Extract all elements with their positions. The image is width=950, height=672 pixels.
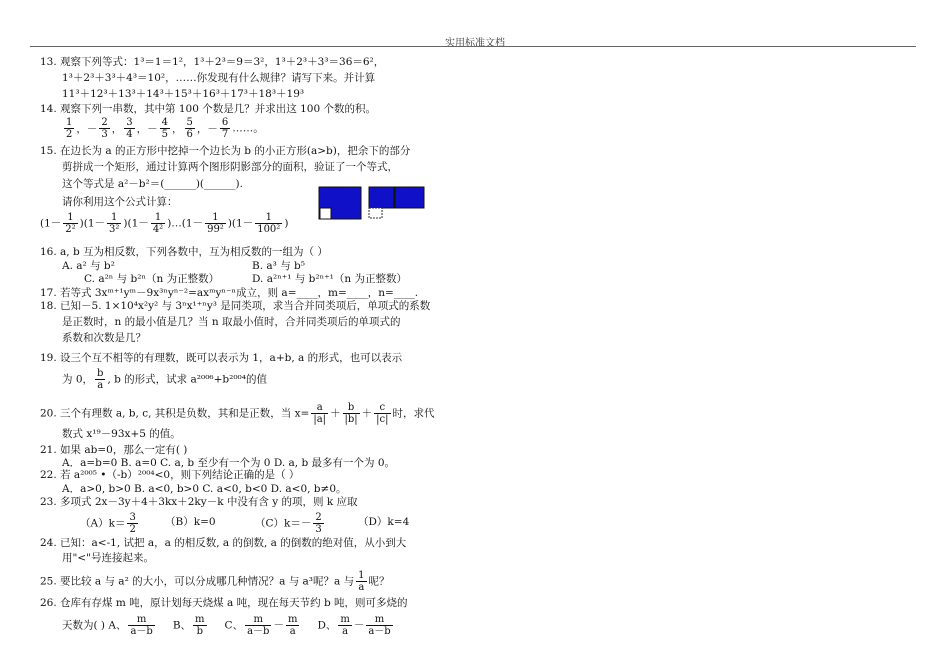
q26-a-fraction-denominator: a－b [130,626,153,637]
q24-line1: 24. 已知：a<-1, 试把 a，a 的相反数, a 的倒数, a 的倒数的绝对值，从小到大 [40,537,407,549]
q15-fraction [151,212,165,235]
q23-a-denominator: 2 [129,524,136,535]
q25-text-pre: 25. 要比较 a 与 a² 的大小，可以分成哪几种情况？a 与 a³呢？a 与 [40,575,355,588]
q15-fraction-numerator: 1 [63,212,77,224]
q15-figure-square [318,186,362,224]
q14-fraction-denominator: 6 [186,129,193,140]
q20-fraction-denominator: |b| [344,414,358,425]
q23-stem: 23. 多项式 2x－3y＋4＋3kx＋2ky－k 中没有含 y 的项，则 k 应取 [40,496,358,508]
q26-d-fraction2-denominator: a－b [368,626,391,637]
q20-fraction-denominator: |a| [313,414,327,425]
q15-fraction-numerator: 1 [107,212,121,224]
q14-comma: ， [196,122,208,135]
q25-line [40,570,390,593]
square-diagram [318,186,362,220]
q14-sign: － [207,122,218,135]
q26-label-b: B、 [172,619,192,632]
q26-c-fraction1-numerator: m [245,614,271,626]
q15-line2: 剪拼成一个矩形，通过计算两个图形阴影部分的面积，验证了一个等式， [62,161,398,173]
q15-open: (1－ [181,217,204,230]
q19-text-post: , b 的形式，试求 a²⁰⁰⁶+b²⁰⁰⁴的值 [107,373,267,386]
q14-fraction [160,117,170,140]
q26-line1: 26. 仓库有存煤 m 吨，原计划每天烧煤 a 吨，现在每天节约 b 吨，则可多烧的 [40,597,408,609]
q14-fractions [62,117,232,140]
q20-text-pre: 20. 三个有理数 a, b, c, 其积是负数，其和是正数，当 x= [40,407,310,420]
q14-fraction-numerator: 4 [161,117,168,128]
q16-option-d: D. a²ⁿ⁺¹ 与 b²ⁿ⁺¹（n 为正整数） [252,273,407,285]
q26-b-fraction-denominator: b [196,626,203,637]
q15-fraction-numerator: 1 [151,212,165,224]
q16-option-a: A. a² 与 b² [62,260,115,272]
q17-line: 17. 若等式 3xᵐ⁺¹yᵐ－9x³ⁿyⁿ⁻²=axᵐyⁿ⁻ⁿ成立，则 a=____，m=____，n=____. [40,287,419,299]
q26-c-fraction2-numerator: m [287,614,298,625]
q15-close: ) [167,217,172,230]
q20-text-post: 时，求代 [392,407,435,420]
q15-open: (1－ [40,217,62,230]
header-rule [30,46,916,47]
q21-stem: 21. 如果 ab=0，那么一定有( ) [40,444,188,456]
q15-close: ) [227,217,232,230]
q16-option-b: B. a³ 与 b⁵ [252,260,305,272]
q22-options: A．a>0, b>0 B. a<0, b>0 C. a<0, b<0 D. a<0, b≠0。 [62,483,347,495]
q21-options: A．a=b=0 B. a=0 C. a, b 至少有一个为 0 D. a, b 最多有一个为 0。 [62,457,396,469]
q23-a-numerator: 3 [129,512,136,523]
q26-label-a: 天数为( ) A、 [62,619,127,632]
q20-fraction [343,402,360,425]
q15-fraction [63,212,77,235]
q20-fraction-numerator: b [343,402,360,414]
q15-fraction-numerator: 1 [205,212,226,224]
q20-line1 [40,402,435,425]
q15-product [40,212,288,235]
q15-close: ) [123,217,128,230]
q14-comma: ， [76,122,87,135]
q25-fraction [356,570,366,593]
q18-line3: 系数和次数是几？ [62,332,146,344]
q15-line4: 请你利用这个公式计算： [62,196,178,208]
q13-line1: 13. 观察下列等式：1³＝1＝1²，1³＋2³＝9＝3²，1³＋2³＋3³＝36＝6²， [40,56,385,68]
q14-comma: ， [111,122,123,135]
q20-plus: ＋ [361,407,373,420]
q14-fraction-numerator: 1 [66,117,73,128]
q14-comma: ， [172,122,183,135]
q23-c-fraction [313,512,323,535]
q23-c-denominator: 3 [315,524,322,535]
q14-fraction-numerator: 3 [126,117,133,128]
q19-line2 [62,368,267,391]
q13-line2: 1³＋2³＋3³＋4³＝10²，……你发现有什么规律？请写下来。并计算 [62,72,376,84]
q25-denominator: a [358,582,365,593]
q22-stem: 22. 若 a²⁰⁰⁵ •（-b）²⁰⁰⁴<0，则下列结论正确的是（ ） [40,469,300,481]
q23-option-a [80,512,140,535]
q23-c-numerator: 2 [315,512,322,523]
q20-fraction-denominator: |c| [376,414,389,425]
q13-line3: 11³＋12³＋13³＋14³＋15³＋16³＋17³＋18³＋19³ [62,88,305,100]
q14-fraction-numerator: 2 [101,117,108,128]
q15-fraction [205,212,226,235]
q14-fraction-numerator: 6 [221,117,229,128]
q26-d-minus: － [353,619,365,632]
q14-fraction-denominator: 2 [66,129,73,140]
q25-text-post: 呢？ [368,575,390,588]
q15-open: (1－ [83,217,106,230]
q15-open: (1－ [231,217,254,230]
q26-a-fraction [128,614,154,637]
q26-d-fraction1-numerator: m [340,614,350,625]
q26-c-fraction2-denominator: a [289,626,296,637]
q19-fraction [95,368,105,391]
q14-sign: － [86,122,98,135]
q14-fraction-denominator: 5 [161,129,168,140]
q26-label-c: C、 [224,619,244,632]
q23-option-d: （D）k=4 [358,516,410,528]
q26-c-fraction1-denominator: a－b [247,626,270,637]
q14-fraction-denominator: 7 [221,129,229,140]
q15-figure-rectangle [368,186,426,224]
q14-fraction [124,117,134,140]
q14-ellipsis: ……。 [232,122,264,135]
q19-numerator: b [97,368,104,379]
q14-comma: ， [136,122,148,135]
q26-b-fraction [193,614,206,637]
q15-fraction-numerator: 1 [255,212,282,224]
q16-stem: 16. a, b 互为相反数，下列各数中，互为相反数的一组为（ ） [40,246,328,258]
q26-c-fraction2 [286,614,299,637]
q14-fraction-numerator: 5 [186,117,193,128]
q15-fraction-denominator: 4² [152,224,164,235]
q26-label-d: D、 [317,619,337,632]
q26-a-fraction-numerator: m [128,614,154,626]
q25-numerator: 1 [358,570,365,581]
q15-line1: 15. 在边长为 a 的正方形中挖掉一个边长为 b 的小正方形(a>b)，把余下的部分 [40,145,411,157]
q23-c-label: （C）k＝－ [255,517,312,530]
q15-line3: 这个等式是 a²－b²＝(______)(______). [62,178,243,190]
q16-option-c: C. a²ⁿ 与 b²ⁿ（n 为正整数） [84,273,220,285]
q20-fraction [374,402,390,425]
q14-fraction [99,117,109,140]
q14-sequence [62,117,264,140]
q26-c-fraction1 [245,614,271,637]
q23-option-c [255,512,326,535]
q26-d-fraction2 [366,614,392,637]
q26-c-minus: － [273,619,284,632]
q15-fraction-denominator: 3² [109,224,120,235]
q14-fraction [220,117,230,140]
page-header: 实用标准文档 [445,38,505,49]
q15-close: ) [79,217,84,230]
q14-fraction [64,117,74,140]
q20-fraction-numerator: c [374,402,390,414]
q19-denominator: a [97,380,104,391]
q14-sign: － [147,122,158,135]
q23-a-label: （A）k＝ [80,517,126,530]
rectangle-diagram [368,186,426,220]
q26-options [62,614,395,637]
q26-b-fraction-numerator: m [195,614,205,625]
q15-fraction [107,212,121,235]
q20-line2: 数式 x¹⁹－93x+5 的值。 [62,428,181,440]
q15-open: (1－ [127,217,149,230]
q15-fraction-denominator: 99² [207,224,224,235]
q19-line1: 19. 设三个互不相等的有理数，既可以表示为 1，a+b, a 的形式，也可以表示 [40,352,403,364]
q15-fraction-denominator: 100² [257,224,281,235]
q26-d-fraction2-numerator: m [366,614,392,626]
q14-fraction-denominator: 3 [101,129,108,140]
q19-text-pre: 为 0， [62,373,94,386]
q23-option-b: （B）k=0 [165,516,216,528]
q14-fraction-denominator: 4 [126,129,133,140]
q14-line1: 14. 观察下列一串数，其中第 100 个数是几？并求出这 100 个数的积。 [40,103,376,115]
q15-fraction [255,212,282,235]
q24-line2: 用"<"号连接起来。 [62,552,154,564]
q23-a-fraction [127,512,137,535]
q20-fraction-numerator: a [311,402,328,414]
q26-d-fraction1-denominator: a [342,626,349,637]
q15-ellipsis: … [171,217,182,230]
q20-fraction [311,402,328,425]
q15-close: ) [284,217,289,230]
q26-d-fraction1 [338,614,351,637]
q14-fraction [185,117,195,140]
q18-line2: 是正数时，n 的最小值是几？当 n 取最小值时，合并同类项后的单项式的 [62,316,401,328]
q15-fraction-denominator: 2² [65,224,76,235]
q20-plus: ＋ [330,407,341,420]
q18-line1: 18. 已知－5. 1×10⁴x²y² 与 3ⁿx¹⁺ⁿy³ 是同类项，求当合并同类项后，单项式的系数 [40,300,431,312]
